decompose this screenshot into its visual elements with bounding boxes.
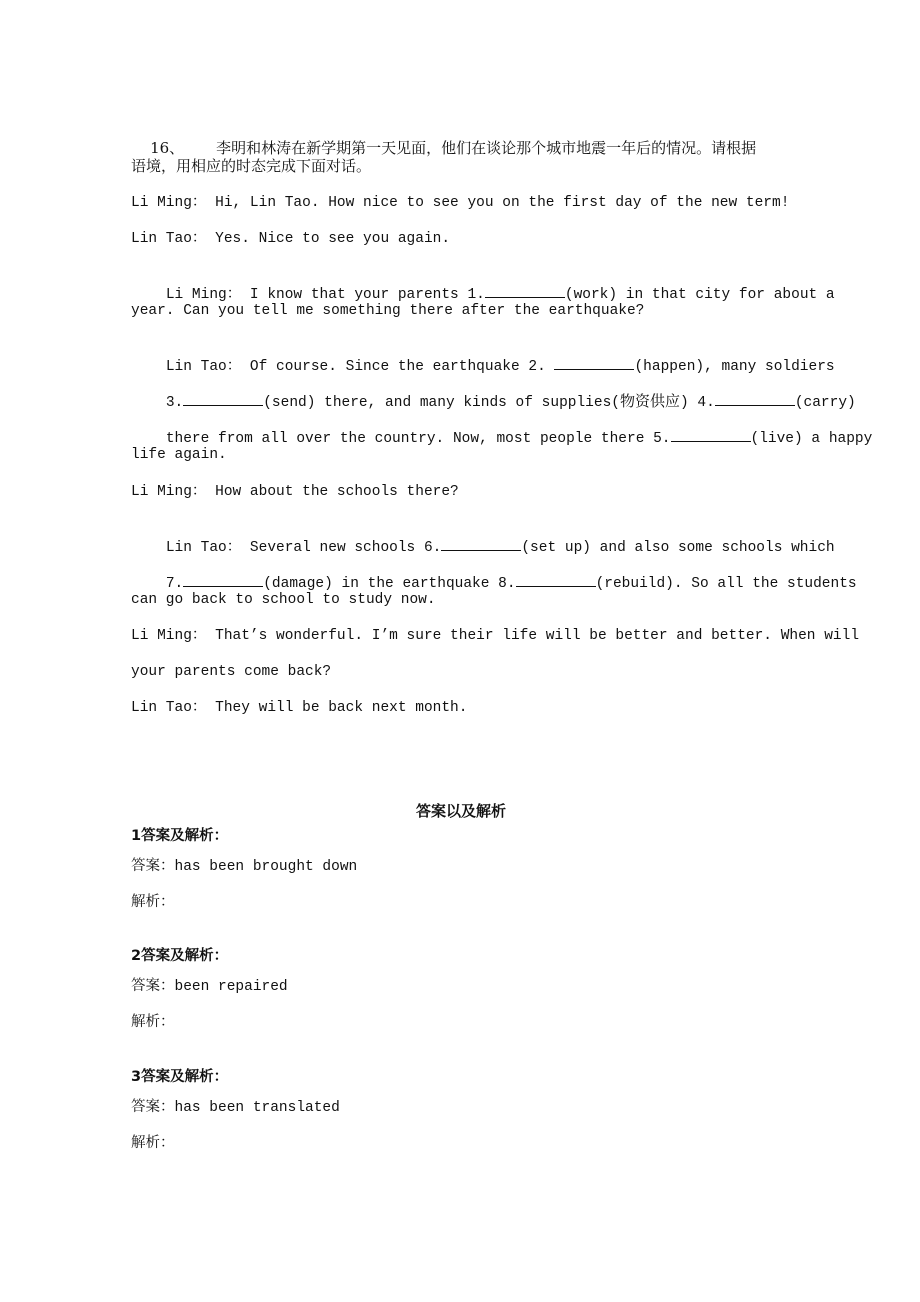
dialogue-text: 3. <box>165 395 184 411</box>
dialogue-text: (live) a happy <box>750 431 873 447</box>
dialogue-line: your parents come back? <box>131 664 332 680</box>
analysis-label: 解析： <box>131 1135 175 1151</box>
dialogue-text: Lin Tao： Of course. Since the earthquake 2. <box>165 359 555 375</box>
answer-line <box>131 857 357 876</box>
dialogue-line <box>131 519 835 556</box>
dialogue-text: 物资供应 <box>619 392 680 410</box>
blank-2 <box>554 356 634 370</box>
question-number: 16、 <box>150 139 185 157</box>
dialogue-line: life again. <box>131 447 227 463</box>
answer-line <box>131 1098 340 1117</box>
blank-5 <box>671 428 751 442</box>
dialogue-line: year. Can you tell me something there after the earthquake? <box>131 303 645 319</box>
blank-6 <box>441 537 521 551</box>
dialogue-text: there from all over the country. Now, most people there 5. <box>165 431 671 447</box>
dialogue-line: Li Ming： That’s wonderful. I’m sure their life will be better and better. When will <box>131 628 860 644</box>
blank-7 <box>183 573 263 587</box>
dialogue-line: Lin Tao： Yes. Nice to see you again. <box>131 231 451 247</box>
blank-1 <box>485 284 565 298</box>
dialogue-line: Lin Tao： They will be back next month. <box>131 700 468 716</box>
answer-line <box>131 977 288 996</box>
answer-text: has been translated <box>174 1100 340 1116</box>
dialogue-line <box>131 555 857 592</box>
dialogue-line <box>131 410 873 447</box>
blank-8 <box>516 573 596 587</box>
analysis-label: 解析： <box>131 1014 175 1030</box>
dialogue-text: ) 4. <box>680 395 715 411</box>
answer-heading: 1答案及解析： <box>131 828 229 844</box>
dialogue-text: (damage) in the earthquake 8. <box>263 576 516 592</box>
answer-label: 答案： <box>131 978 175 994</box>
answer-text: has been brought down <box>174 859 358 875</box>
analysis-label: 解析： <box>131 894 175 910</box>
dialogue-line: Li Ming： How about the schools there? <box>131 484 459 500</box>
dialogue-text: Lin Tao： Several new schools 6. <box>165 540 442 556</box>
dialogue-text: (carry) <box>794 395 856 411</box>
answer-heading: 2答案及解析： <box>131 948 229 964</box>
dialogue-line <box>131 338 835 375</box>
answers-title: 答案以及解析 <box>415 802 506 820</box>
dialogue-line: can go back to school to study now. <box>131 592 436 608</box>
answer-label: 答案： <box>131 858 175 874</box>
question-instruction-line2: 语境，用相应的时态完成下面对话。 <box>131 157 372 175</box>
dialogue-line <box>131 374 856 411</box>
answer-heading: 3答案及解析： <box>131 1069 229 1085</box>
dialogue-line: Li Ming： Hi, Lin Tao. How nice to see you on the first day of the new term! <box>131 195 790 211</box>
dialogue-line <box>131 266 835 303</box>
instruction-text-1: 李明和林涛在新学期第一天见面，他们在谈论那个城市地震一年后的情况。请根据 <box>216 139 757 157</box>
dialogue-text: 7. <box>165 576 184 592</box>
dialogue-text: (rebuild). So all the students <box>595 576 857 592</box>
dialogue-text: (send) there, and many kinds of supplies( <box>263 395 620 411</box>
answer-text: been repaired <box>174 979 288 995</box>
dialogue-text: (work) in that city for about a <box>564 287 835 303</box>
answer-label: 答案： <box>131 1099 175 1115</box>
blank-3 <box>183 392 263 406</box>
dialogue-text: (set up) and also some schools which <box>521 540 835 556</box>
dialogue-text: (happen), many soldiers <box>634 359 835 375</box>
blank-4 <box>715 392 795 406</box>
dialogue-text: Li Ming： I know that your parents 1. <box>165 287 485 303</box>
question-instruction-line1 <box>131 121 757 157</box>
